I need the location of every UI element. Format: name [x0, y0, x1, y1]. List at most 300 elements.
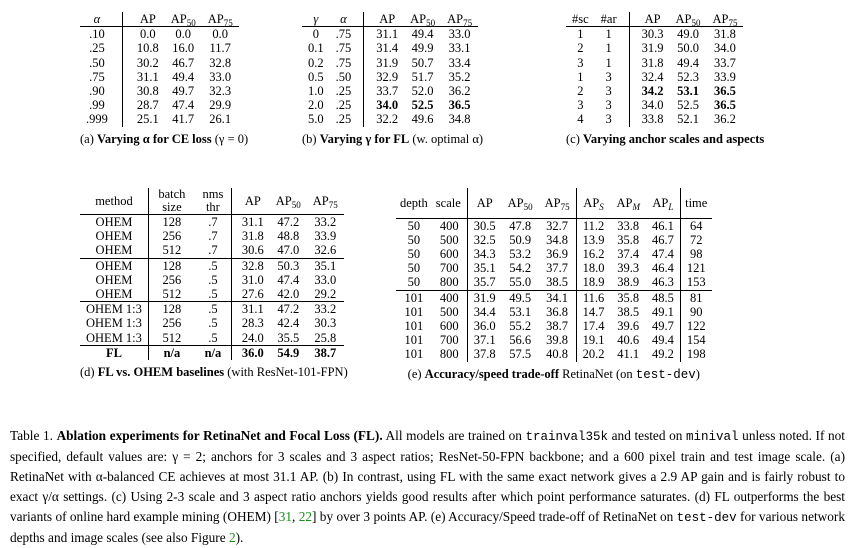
table-cell: .7: [195, 243, 232, 258]
table-cell: 512: [162, 287, 182, 302]
header-alpha: α: [330, 12, 364, 27]
table-row: [80, 98, 239, 112]
header-apm: $AP_M$: [616, 195, 640, 212]
table-cell: 33.8: [617, 218, 640, 233]
table-cell: 2: [577, 41, 584, 56]
table-cell: 50: [407, 218, 421, 233]
header-time: time: [685, 195, 708, 210]
table-cell: 36.0: [241, 345, 264, 360]
table-a-caption: (a) Varying α for CE loss (γ = 0): [80, 131, 249, 146]
table-cell: 31.8: [641, 55, 664, 70]
table-cell: .25: [330, 98, 364, 112]
table-cell: 38.7: [539, 319, 576, 333]
table-cell: 49.4: [677, 55, 699, 70]
table-cell: .10: [80, 27, 122, 42]
table-cell: 46.7: [646, 233, 680, 247]
table-cell: 40.8: [539, 347, 576, 361]
table-cell: 47.0: [277, 243, 300, 258]
table-cell: 49.4: [172, 69, 195, 84]
table-cell: 46.7: [172, 55, 195, 70]
table-cell: 33.7: [714, 55, 736, 70]
table-cell: 31.9: [641, 41, 664, 56]
table-cell: 34.8: [539, 233, 576, 247]
table-cell: 36.2: [448, 84, 471, 99]
header-nms-thr: nms thr: [195, 188, 232, 215]
table-cell: 34.1: [539, 290, 576, 305]
table-cell: 36.9: [539, 247, 576, 261]
table-cell: 3: [577, 55, 584, 70]
table-cell: 33.8: [641, 112, 664, 127]
table-cell: 3: [595, 98, 629, 112]
table-cell: 4: [577, 112, 584, 127]
table-cell: 38.5: [539, 275, 576, 290]
table-cell: 50: [407, 246, 421, 261]
table-cell: 3: [577, 98, 584, 113]
table-cell: 30.6: [241, 243, 264, 258]
table-cell: 47.4: [277, 272, 300, 287]
table-row: [396, 233, 712, 247]
table-cell: 49.9: [411, 41, 434, 56]
table-cell: .50: [330, 70, 364, 84]
table-row: [396, 347, 712, 361]
table-cell: 1: [577, 27, 584, 42]
table-cell: 700: [432, 333, 467, 347]
table-cell: 28.7: [136, 98, 159, 113]
table-a: [80, 12, 239, 127]
table-c: [566, 12, 743, 127]
table-cell: 53.1: [677, 84, 699, 99]
table-cell: 122: [686, 318, 706, 333]
table-cell: .75: [330, 56, 364, 70]
table-cell: OHEM: [80, 243, 148, 258]
table-cell: .5: [195, 273, 232, 287]
table-cell: 31.1: [376, 27, 399, 42]
table-cell: 55.2: [509, 318, 532, 333]
table-b-header: [302, 12, 478, 27]
table-cell: 0.1: [308, 41, 324, 56]
table-cell: 600: [432, 319, 467, 333]
table-cell: 154: [686, 333, 706, 348]
table-d-panel: [80, 188, 348, 380]
table-cell: 41.7: [172, 112, 195, 127]
table-row: [566, 41, 743, 55]
table-cell: 47.2: [277, 302, 300, 317]
table-cell: 98: [689, 246, 703, 261]
header-depth: depth: [400, 195, 428, 210]
table-b-panel: [302, 12, 483, 147]
table-cell: 101: [404, 318, 424, 333]
table-row: [80, 112, 239, 126]
table-cell: 36.0: [473, 318, 496, 333]
table-cell: 57.5: [509, 347, 532, 362]
table-cell: 16.2: [582, 246, 605, 261]
table-cell: 49.7: [646, 319, 680, 333]
table-cell: 30.3: [641, 27, 664, 42]
table-row: [80, 41, 239, 55]
table-cell: 47.4: [646, 247, 680, 261]
table-cell: 35.1: [314, 258, 337, 273]
header-alpha: α: [80, 12, 122, 27]
table-cell: 34.0: [714, 41, 736, 56]
table-row: [302, 70, 478, 84]
table-row: [80, 70, 239, 84]
table-e-header: [396, 188, 712, 218]
table-cell: 35.8: [617, 232, 640, 247]
table-cell: .7: [195, 229, 232, 243]
table-cell: 128: [162, 258, 182, 273]
table-cell: 39.3: [617, 261, 640, 276]
table-cell: .5: [195, 302, 232, 317]
header-ap: AP: [244, 193, 261, 208]
header-method: method: [80, 188, 148, 215]
table-cell: 600: [432, 247, 467, 261]
table-cell: 36.5: [714, 84, 736, 99]
table-cell: 49.0: [677, 27, 699, 42]
table-cell: 52.5: [411, 98, 434, 113]
header-ap50: $AP_{50}$: [275, 193, 301, 210]
table-cell: 35.2: [448, 69, 471, 84]
header-num-aspects: #ar: [595, 12, 629, 27]
header-scale: scale: [432, 188, 467, 218]
table-cell: OHEM 1:3: [80, 302, 148, 317]
header-num-scales: #sc: [572, 12, 589, 26]
table-cell: 19.1: [582, 333, 605, 348]
table-cell: 14.7: [582, 304, 605, 319]
table-cell: 37.4: [617, 246, 640, 261]
table-cell: 512: [162, 243, 182, 258]
table-cell: .25: [330, 84, 364, 98]
caption-label: Table 1.: [10, 428, 53, 443]
table-row: [80, 331, 344, 346]
table-row: [80, 215, 344, 230]
table-cell: 0.0: [212, 27, 229, 42]
table-cell: 52.1: [677, 112, 699, 127]
table-cell: .5: [195, 316, 232, 330]
header-ap75: $AP_{75}$: [539, 188, 576, 218]
table-cell: OHEM: [80, 215, 148, 230]
table-cell: 121: [686, 261, 706, 276]
table-cell: 153: [686, 275, 706, 290]
table-row: [396, 333, 712, 347]
table-cell: 1: [577, 69, 584, 84]
header-ap75: $AP_{75}$: [207, 12, 233, 28]
table-cell: 38.7: [314, 345, 337, 360]
table-row: [396, 275, 712, 290]
table-cell: 18.0: [582, 261, 605, 276]
table-cell: 31.8: [714, 27, 736, 42]
table-cell: 53.1: [509, 304, 532, 319]
table-cell: 36.2: [714, 112, 736, 127]
table-cell: 33.7: [376, 84, 399, 99]
citation-link[interactable]: 31: [278, 509, 293, 524]
table-row: [80, 84, 239, 98]
table-cell: 48.5: [646, 290, 680, 305]
table-cell: 0: [312, 27, 319, 42]
header-aps: $AP_S$: [583, 195, 604, 212]
table-cell: 700: [432, 261, 467, 275]
table-cell: 256: [162, 229, 182, 244]
table-cell: 0.0: [140, 27, 156, 42]
table-cell: 50: [407, 261, 421, 276]
table-cell: 3: [595, 84, 629, 98]
table-cell: 1.0: [308, 84, 324, 99]
table-cell: 55.0: [509, 275, 532, 290]
table-d-header: [80, 188, 344, 215]
table-cell: 512: [162, 330, 182, 345]
table-cell: 49.1: [646, 305, 680, 319]
table-cell: 128: [162, 215, 182, 229]
table-cell: 29.9: [209, 98, 232, 113]
header-ap: AP: [139, 12, 156, 26]
table-cell: 32.8: [209, 55, 232, 70]
table-cell: 31.9: [473, 290, 496, 305]
table-cell: 46.1: [646, 218, 680, 233]
table-cell: 72: [689, 232, 703, 247]
table-cell: 20.2: [582, 347, 605, 362]
table-cell: 33.0: [209, 69, 232, 84]
table-cell: 128: [162, 302, 182, 317]
table-cell: .5: [195, 287, 232, 302]
table-cell: 101: [404, 347, 424, 362]
header-batch-size: batch size: [158, 187, 186, 214]
table-cell: 49.7: [172, 84, 195, 99]
table-cell: 46.4: [646, 261, 680, 275]
table-cell: .75: [80, 70, 122, 84]
header-ap: AP: [379, 12, 396, 26]
table-cell: 52.0: [411, 84, 434, 99]
table-cell: 35.5: [277, 330, 300, 345]
table-cell: 34.2: [641, 84, 664, 99]
header-ap: AP: [476, 195, 493, 210]
table-cell: 33.2: [314, 302, 337, 317]
table-d: [80, 188, 344, 360]
table-cell: 39.6: [617, 318, 640, 333]
table-cell: .75: [330, 41, 364, 55]
table-cell: 49.6: [411, 112, 434, 127]
table-cell: 31.8: [241, 229, 264, 244]
table-cell: 13.9: [582, 232, 605, 247]
table-cell: 11.7: [209, 41, 231, 56]
table-cell: 27.6: [241, 287, 264, 302]
table-cell: 49.5: [509, 290, 532, 305]
table-row: [302, 112, 478, 126]
table-cell: 35.1: [473, 261, 496, 276]
table-cell: 46.3: [646, 275, 680, 290]
table-cell: 101: [404, 304, 424, 319]
table-cell: .999: [80, 112, 122, 126]
table-cell: 50.0: [677, 41, 699, 56]
table-cell: 47.4: [172, 98, 195, 113]
table-cell: 1: [595, 56, 629, 70]
header-ap75: $AP_{75}$: [447, 12, 473, 28]
table-cell: 39.8: [539, 333, 576, 347]
table-cell: 3: [595, 70, 629, 84]
table-a-header: [80, 12, 239, 27]
table-cell: 34.8: [448, 112, 471, 127]
table-a-panel: [80, 12, 248, 147]
table-cell: 500: [432, 305, 467, 319]
table-cell: 2: [577, 84, 584, 99]
table-cell: 0.2: [308, 55, 324, 70]
table-cell: OHEM: [80, 287, 148, 302]
table-cell: OHEM 1:3: [80, 331, 148, 346]
table-row: [80, 56, 239, 70]
header-ap50: $AP_{50}$: [507, 195, 533, 212]
table-cell: 400: [432, 290, 467, 305]
table-cell: 47.2: [277, 215, 300, 229]
table-cell: 30.2: [136, 55, 159, 70]
table-cell: 500: [432, 233, 467, 247]
table-cell: 11.2: [582, 218, 605, 233]
table-cell: .90: [80, 84, 122, 98]
table-cell: 101: [404, 290, 424, 305]
table-cell: 400: [432, 218, 467, 233]
table-cell: 40.6: [617, 333, 640, 348]
table-cell: 38.5: [617, 304, 640, 319]
table-row: [396, 305, 712, 319]
table-cell: 30.8: [136, 84, 159, 99]
table-cell: .7: [195, 215, 232, 230]
table-cell: 36.5: [448, 98, 471, 113]
table-cell: 31.0: [241, 272, 264, 287]
table-cell: 33.9: [714, 69, 736, 84]
table-cell: 41.1: [617, 347, 640, 362]
table-cell: 16.0: [172, 41, 195, 56]
table-cell: 5.0: [308, 112, 324, 127]
table-cell: .99: [80, 98, 122, 112]
table-cell: 198: [686, 347, 706, 362]
table-row: [80, 273, 344, 287]
table-cell: .75: [330, 27, 364, 42]
table-cell: 52.5: [677, 98, 699, 113]
table-cell: 33.9: [314, 229, 337, 244]
table-cell: 42.0: [277, 287, 300, 302]
table-cell: 52.3: [677, 69, 699, 84]
table-cell: 32.9: [376, 69, 399, 84]
table-cell: .5: [195, 258, 232, 273]
table-cell: 54.2: [509, 261, 532, 276]
table-c-header: [566, 12, 743, 27]
table-cell: 0.5: [308, 69, 324, 84]
header-ap50: $AP_{50}$: [170, 12, 196, 28]
table-cell: 36.5: [714, 98, 736, 113]
table-d-caption: (d) FL vs. OHEM baselines (with ResNet-101-FPN): [80, 365, 348, 380]
table-cell: 26.1: [209, 112, 232, 127]
table-cell: 34.0: [641, 98, 664, 113]
table-cell: 31.4: [376, 41, 399, 56]
table-cell: 81: [689, 290, 703, 305]
table-cell: 28.3: [241, 316, 264, 331]
table-cell: 0.0: [175, 27, 192, 42]
table-cell: 42.4: [277, 316, 300, 331]
header-gamma: γ: [313, 12, 319, 26]
table-row: [566, 70, 743, 84]
table-cell: 33.4: [448, 55, 471, 70]
table-cell: 35.8: [617, 290, 640, 305]
table-row: [566, 112, 743, 126]
table-cell: 56.6: [509, 333, 532, 348]
table-cell: 25.8: [314, 330, 337, 345]
table-row: [302, 84, 478, 98]
caption-title: Ablation experiments for RetinaNet and Focal Loss (FL).: [56, 428, 383, 443]
table-cell: 256: [162, 272, 182, 287]
table-cell: 2.0: [308, 98, 324, 113]
table-cell: 34.0: [376, 98, 399, 113]
table-row: [396, 218, 712, 233]
table-cell: 30.5: [473, 218, 496, 233]
table-cell: 31.9: [376, 55, 399, 70]
table-cell: 34.4: [473, 304, 496, 319]
table-cell: .50: [80, 56, 122, 70]
table-cell: 800: [432, 347, 467, 361]
table-cell: 32.6: [314, 243, 337, 258]
figure-link[interactable]: 2: [228, 530, 236, 545]
table-cell: 37.1: [473, 333, 496, 348]
table-row: [302, 98, 478, 112]
table-cell: 50.9: [509, 232, 532, 247]
citation-link[interactable]: 22: [298, 509, 312, 524]
table-caption: Table 1. Ablation experiments for RetinaNet and Focal Loss (FL). All models are trained on trainval35k and tested on minival unless noted. If not specified, default values are: γ = 2; anchors for 3 scales and 3 aspect ratios; ResNet-50-FPN backbone; and a 600 pixel train and test image scale. (a) RetinaNet with α-balanced CE achieves at most 31.1 AP. (b) In contrast, using FL with the same exact network gives a 2.9 AP gain and is fairly robust to exact γ/α settings. (c) Using 2-3 scale and 3 aspect ratio anchors yields good results after which point performance saturates. (d) FL outperforms the best variants of online hard example mining (OHEM) [31, 22] by over 3 points AP. (e) Accuracy/Speed trade-off of RetinaNet on test-dev for various network depths and image scales (see also Figure 2).: [10, 428, 845, 545]
table-cell: 32.5: [473, 232, 496, 247]
table-cell: 29.2: [314, 287, 337, 302]
table-cell: 36.8: [539, 305, 576, 319]
table-cell: 31.1: [241, 215, 264, 229]
table-cell: 33.2: [314, 215, 337, 229]
table-cell: 49.2: [646, 347, 680, 361]
header-ap75: $AP_{75}$: [712, 12, 738, 28]
table-cell: 18.9: [582, 275, 605, 290]
table-cell: 47.8: [509, 218, 532, 233]
table-cell: 50: [407, 275, 421, 290]
table-cell: 34.3: [473, 246, 496, 261]
table-cell: .5: [195, 331, 232, 346]
table-cell: OHEM: [80, 273, 148, 287]
table-cell: 35.7: [473, 275, 496, 290]
table-cell: 256: [162, 316, 182, 331]
table-cell: 49.4: [411, 27, 434, 42]
table-cell: 32.7: [539, 218, 576, 233]
header-ap75: $AP_{75}$: [312, 193, 338, 210]
table-cell: FL: [80, 345, 148, 360]
table-cell: 24.0: [241, 330, 264, 345]
table-cell: 11.6: [582, 290, 605, 305]
table-cell: 49.4: [646, 333, 680, 347]
header-apl: $AP_L$: [646, 188, 680, 218]
table-row: [80, 258, 344, 273]
header-ap50: $AP_{50}$: [410, 12, 436, 28]
header-ap: AP: [644, 12, 661, 26]
table-cell: 50.3: [277, 258, 300, 273]
table-cell: 3: [595, 112, 629, 126]
table-c-caption: (c) Varying anchor scales and aspects: [566, 131, 765, 146]
table-cell: 31.1: [241, 302, 264, 317]
table-cell: 31.1: [136, 69, 159, 84]
table-row: [80, 345, 344, 360]
table-cell: 1: [595, 41, 629, 55]
table-cell: .25: [80, 41, 122, 55]
table-cell: 50.7: [411, 55, 434, 70]
table-cell: 38.9: [617, 275, 640, 290]
table-row: [80, 243, 344, 258]
table-cell: 90: [689, 304, 703, 319]
table-cell: OHEM 1:3: [80, 316, 148, 330]
table-cell: 32.2: [376, 112, 399, 127]
table-cell: OHEM: [80, 229, 148, 243]
table-cell: 48.8: [277, 229, 300, 244]
table-cell: 53.2: [509, 246, 532, 261]
header-ap50: $AP_{50}$: [675, 12, 701, 28]
table-cell: 51.7: [411, 69, 434, 84]
